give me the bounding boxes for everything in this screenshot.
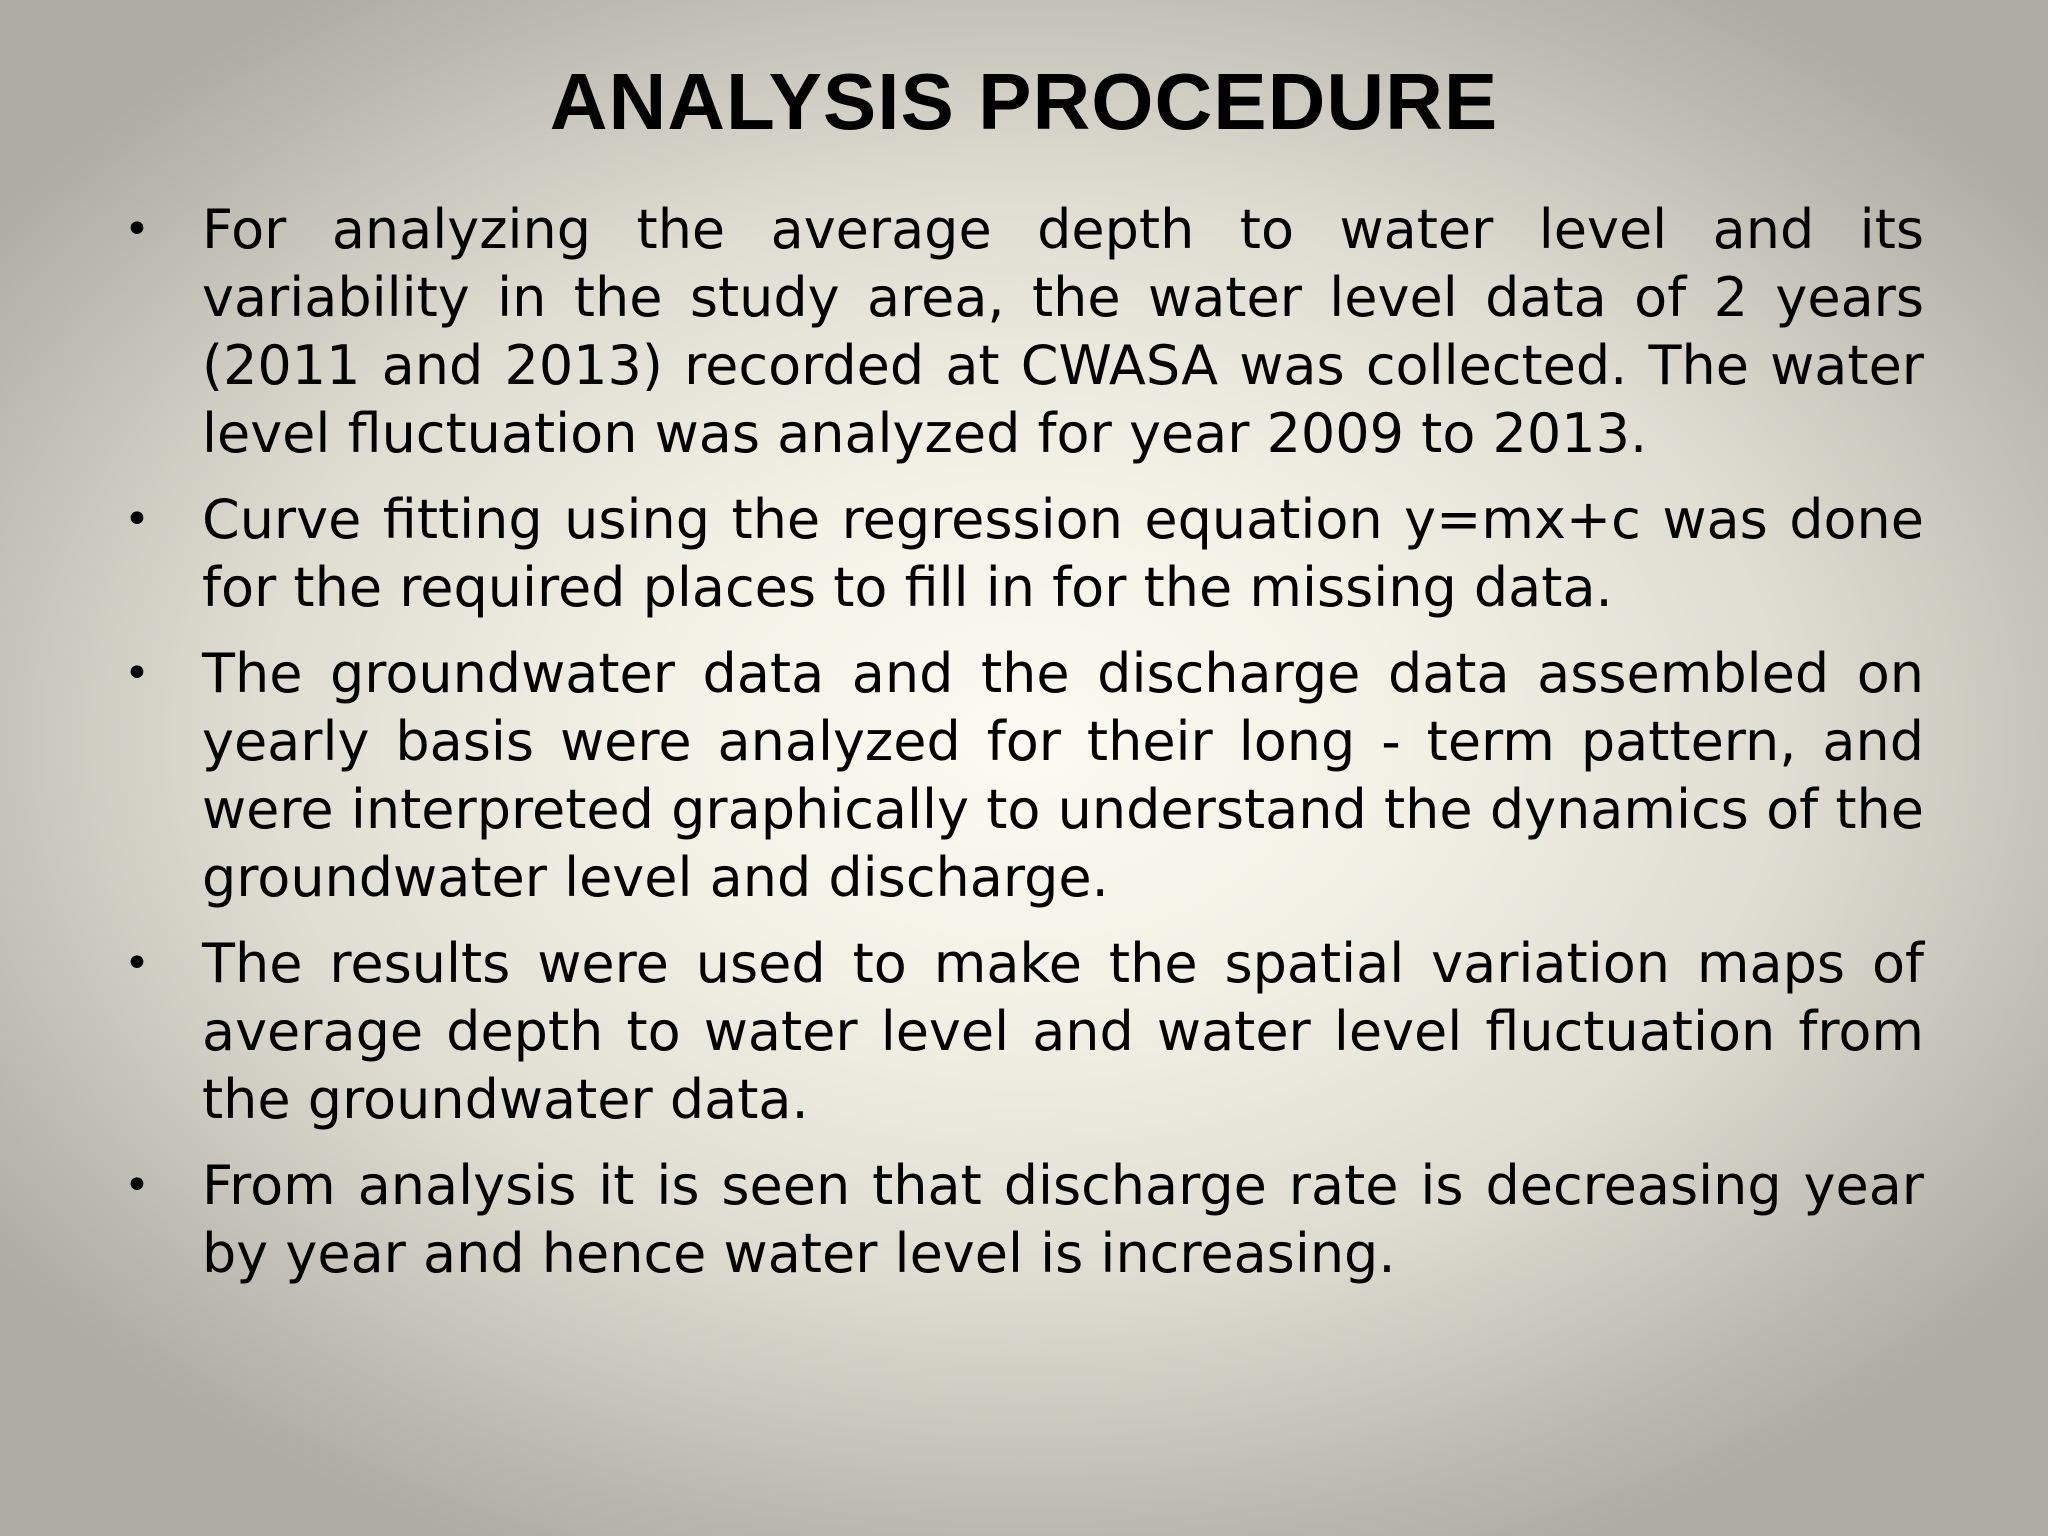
bullet-text: Curve fitting using the regression equation y=mx+c was done for the required places to fill in for the missing data. xyxy=(202,488,1924,619)
bullet-item xyxy=(124,930,1924,1134)
bullet-dot-icon: • xyxy=(124,938,150,989)
bullet-list xyxy=(124,196,1924,1306)
bullet-text: The groundwater data and the discharge data assembled on yearly basis were analyzed for their long - term pattern, and were interpreted graphically to understand the dynamics of the groundwater level and discharge. xyxy=(202,642,1924,909)
bullet-dot-icon: • xyxy=(124,494,150,545)
bullet-item xyxy=(124,486,1924,622)
bullet-dot-icon: • xyxy=(124,204,150,255)
bullet-text: For analyzing the average depth to water level and its variability in the study area, the water level data of 2 years (2011 and 2013) recorded at CWASA was collected. The water level fluctuation was analyzed for year 2009 to 2013. xyxy=(202,198,1924,465)
bullet-dot-icon: • xyxy=(124,1160,150,1211)
slide-title: ANALYSIS PROCEDURE xyxy=(549,57,1499,146)
bullet-text: The results were used to make the spatial variation maps of average depth to water level and water level fluctuation from the groundwater data. xyxy=(202,932,1924,1131)
bullet-item xyxy=(124,1152,1924,1288)
bullet-dot-icon: • xyxy=(124,648,150,699)
bullet-item xyxy=(124,640,1924,912)
bullet-item xyxy=(124,196,1924,468)
bullet-text: From analysis it is seen that discharge rate is decreasing year by year and hence water level is increasing. xyxy=(202,1154,1924,1285)
